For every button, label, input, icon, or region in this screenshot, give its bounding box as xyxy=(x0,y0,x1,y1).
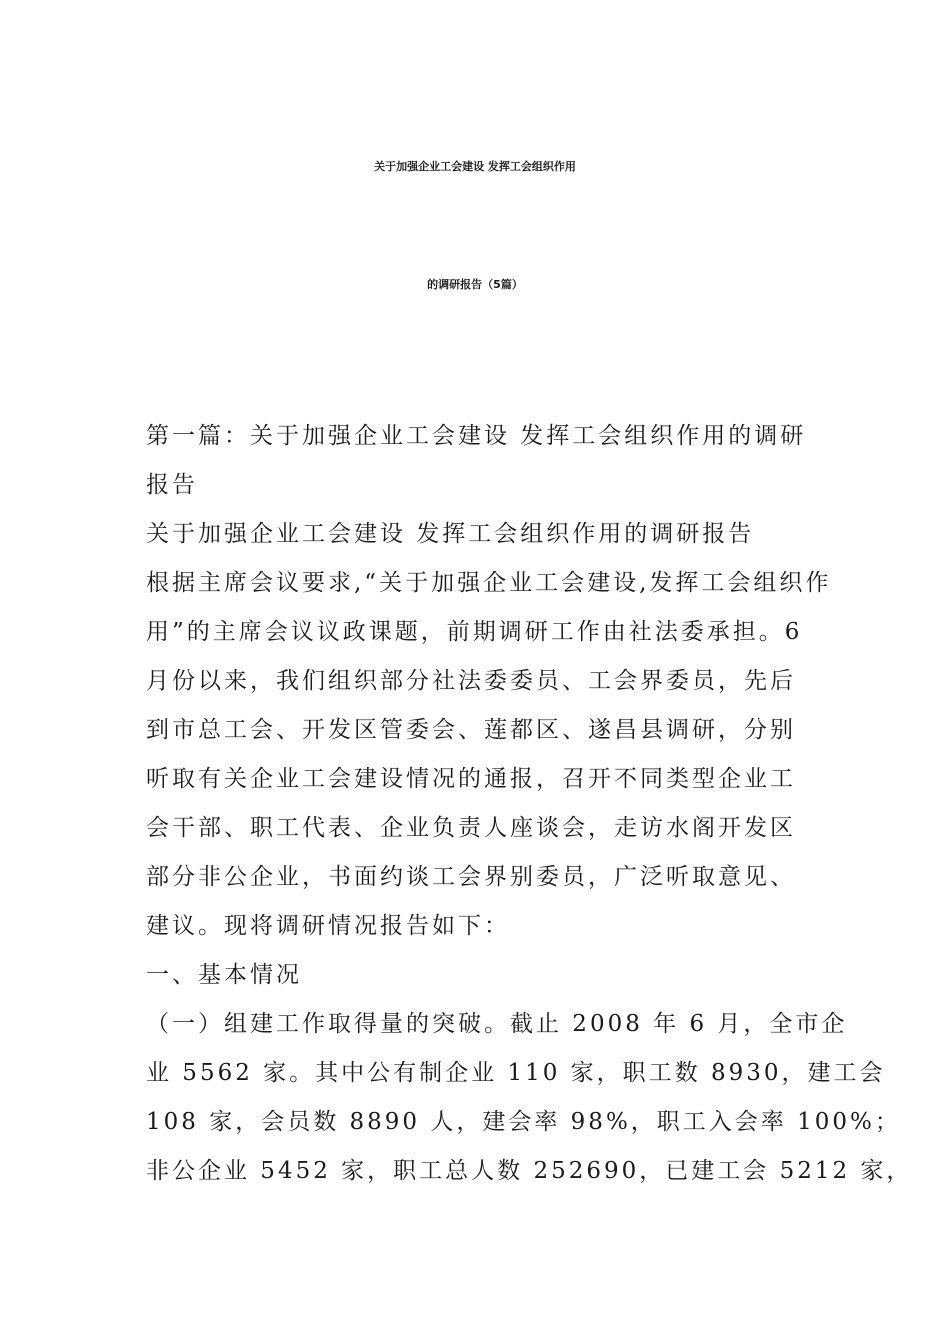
body-line: 第一篇：关于加强企业工会建设 发挥工会组织作用的调研 xyxy=(146,423,807,449)
body-line: 听取有关企业工会建设情况的通报，召开不同类型企业工 xyxy=(146,766,796,792)
body-line: 业 5562 家。其中公有制企业 110 家，职工数 8930，建工会 xyxy=(146,1060,886,1086)
document-title-line-2: 的调研报告（5篇） xyxy=(427,278,523,291)
body-line: 非公企业 5452 家，职工总人数 252690，已建工会 5212 家， xyxy=(146,1158,913,1184)
body-line: 月份以来，我们组织部分社法委委员、工会界委员，先后 xyxy=(146,668,796,694)
body-line: 根据主席会议要求,“关于加强企业工会建设,发挥工会组织作 xyxy=(146,570,832,596)
body-line: 部分非公企业，书面约谈工会界别委员，广泛听取意见、 xyxy=(146,864,796,890)
body-line: （一）组建工作取得量的突破。截止 2008 年 6 月，全市企 xyxy=(146,1011,848,1037)
body-line: 到市总工会、开发区管委会、莲都区、遂昌县调研，分别 xyxy=(146,717,796,743)
body-line: 108 家，会员数 8890 人，建会率 98%，职工入会率 100%； xyxy=(146,1109,901,1135)
section-heading: 一、基本情况 xyxy=(146,962,302,988)
document-title-line-1: 关于加强企业工会建设 发挥工会组织作用 xyxy=(374,160,576,173)
body-line: 建议。现将调研情况报告如下： xyxy=(146,913,510,939)
body-line: 会干部、职工代表、企业负责人座谈会，走访水阁开发区 xyxy=(146,815,796,841)
body-line: 用”的主席会议议政课题，前期调研工作由社法委承担。6 xyxy=(146,619,803,645)
body-line: 关于加强企业工会建设 发挥工会组织作用的调研报告 xyxy=(146,521,755,547)
body-line: 报告 xyxy=(146,472,198,498)
